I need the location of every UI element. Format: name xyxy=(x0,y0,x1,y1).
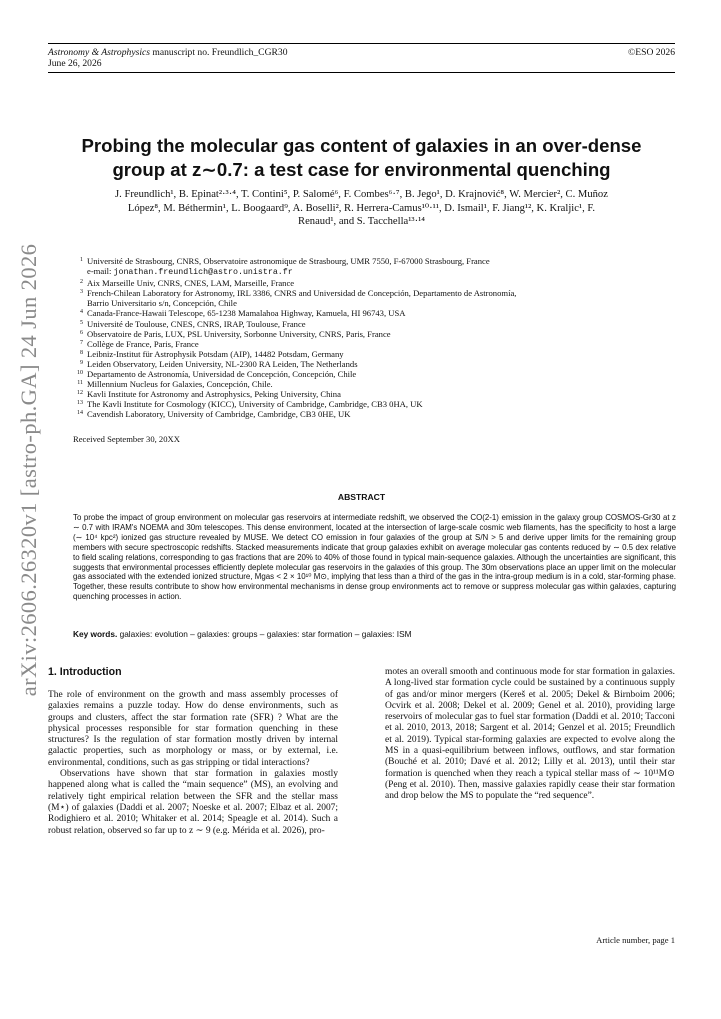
affiliation-item xyxy=(73,298,673,308)
journal-name: Astronomy & Astrophysics xyxy=(48,47,150,58)
paper-title xyxy=(48,134,675,182)
affiliation-item xyxy=(73,389,673,399)
affiliation-text: The Kavli Institute for Cosmology (KICC), University of Cambridge, Cambridge, CB3 0HA, UK xyxy=(87,399,423,410)
page-footer: Article number, page 1 xyxy=(596,935,675,945)
affiliation-number: 12 xyxy=(77,390,83,397)
copyright: ©ESO 2026 xyxy=(628,47,675,58)
title-line-2: group at z∼0.7: a test case for environmental quenching xyxy=(112,159,611,180)
affiliation-item xyxy=(73,369,673,379)
affiliation-item xyxy=(73,319,673,329)
affiliation-item xyxy=(73,399,673,409)
authors-line-3: Renaud¹, and S. Tacchella¹³·¹⁴ xyxy=(298,216,425,228)
received-date: Received September 30, 20XX xyxy=(73,434,180,444)
affiliation-text: French-Chilean Laboratory for Astronomy, IRL 3386, CNRS and Universidad de Concepción, Departamento de Astronomía, xyxy=(87,288,517,299)
affiliation-number: 2 xyxy=(80,279,83,286)
affiliation-item xyxy=(73,359,673,369)
affiliation-item xyxy=(73,278,673,288)
affiliation-item xyxy=(73,288,673,298)
authors-line-1: J. Freundlich¹, B. Epinat²·³·⁴, T. Contini⁵, P. Salomé⁶, F. Combes⁶·⁷, B. Jego¹, D. Krajnović⁸, W. Mercier², C. Muñoz xyxy=(115,189,608,200)
affiliation-text: Université de Toulouse, CNES, CNRS, IRAP, Toulouse, France xyxy=(87,318,306,329)
affiliation-item xyxy=(73,339,673,349)
affiliation-number: 10 xyxy=(77,370,83,377)
affiliation-number: 14 xyxy=(77,410,83,417)
abstract-heading: ABSTRACT xyxy=(337,492,386,502)
affiliation-text: Leiden Observatory, Leiden University, NL-2300 RA Leiden, The Netherlands xyxy=(87,358,358,369)
affiliation-item xyxy=(73,409,673,419)
affiliation-item xyxy=(73,329,673,339)
arxiv-side-stamp xyxy=(6,240,52,700)
affiliation-number: 1 xyxy=(80,257,83,263)
affiliation-text: Collège de France, Paris, France xyxy=(87,338,199,349)
intro-paragraph-1: The role of environment on the growth and mass assembly processes of galaxies remains a puzzle today. How do dense environments, such as groups and clusters, affect the star formation rate (SFR) ? What are the physical processes responsible for star formation quenching in these structures? Is the regulation of star formation mostly driven by internal galactic properties, such as morphology or mass, or by external, i.e. environmental, conditions, such as gas stripping or tidal interactions? xyxy=(48,690,338,768)
affiliation-number: 7 xyxy=(80,339,83,346)
affiliation-text: e-mail: xyxy=(87,266,114,277)
affiliation-item xyxy=(73,256,673,266)
affiliation-text: Aix Marseille Univ, CNRS, CNES, LAM, Marseille, France xyxy=(87,278,295,289)
affiliation-text: Kavli Institute for Astronomy and Astrophysics, Peking University, China xyxy=(87,389,341,400)
header-date: June 26, 2026 xyxy=(48,58,102,69)
author-email[interactable]: jonathan.freundlich@astro.unistra.fr xyxy=(113,268,293,278)
affiliation-text: Barrio Universitario s/n, Concepción, Chile xyxy=(87,298,237,309)
affiliation-number: 3 xyxy=(80,289,83,296)
affiliation-number: 6 xyxy=(80,329,83,336)
affiliation-text: Observatoire de Paris, LUX, PSL University, Sorbonne University, CNRS, Paris, France xyxy=(87,328,391,339)
intro-left-column xyxy=(48,690,338,837)
affiliation-item xyxy=(73,308,673,318)
affiliation-text: Departamento de Astronomía, Universidad de Concepción, Concepción, Chile xyxy=(87,369,357,380)
header-left xyxy=(48,47,288,69)
author-list xyxy=(48,188,675,229)
affiliation-item xyxy=(73,379,673,389)
keywords xyxy=(73,629,676,639)
affiliation-text: Millennium Nucleus for Galaxies, Concepción, Chile. xyxy=(87,379,273,390)
affiliation-number: 5 xyxy=(80,319,83,326)
section-title: 1. Introduction xyxy=(48,666,122,678)
affiliation-text: Canada-France-Hawaii Telescope, 65-1238 Mamalahoa Highway, Kamuela, HI 96743, USA xyxy=(87,308,406,319)
affiliation-text: Université de Strasbourg, CNRS, Observatoire astronomique de Strasbourg, UMR 7550, F-67000 Strasbourg, France xyxy=(87,256,490,266)
title-line-1: Probing the molecular gas content of galaxies in an over-dense xyxy=(81,135,642,156)
affiliation-number: 13 xyxy=(77,400,83,407)
affiliation-text: Cavendish Laboratory, University of Cambridge, Cambridge, CB3 0HE, UK xyxy=(87,409,351,420)
affiliation-item xyxy=(73,266,673,278)
affiliation-text: Leibniz-Institut für Astrophysik Potsdam (AIP), 14482 Potsdam, Germany xyxy=(87,348,344,359)
arxiv-id: arXiv:2606.26320v1 [astro-ph.GA] 24 Jun 2026 xyxy=(16,243,41,697)
authors-line-2: López⁸, M. Béthermin¹, L. Boogaard⁹, A. Boselli², R. Herrera-Camus¹⁰·¹¹, D. Ismail¹, F. Jiang¹², K. Kraljic¹, F. xyxy=(127,202,596,214)
affiliation-number: 4 xyxy=(80,309,83,316)
running-header xyxy=(48,43,675,73)
manuscript-number: manuscript no. Freundlich_CGR30 xyxy=(152,47,288,58)
affiliation-list xyxy=(73,256,673,420)
affiliation-item xyxy=(73,349,673,359)
abstract-text: To probe the impact of group environment on molecular gas reservoirs at intermediate redshift, we observed the CO(2-1) emission in the galaxy group COSMOS-Gr30 at z ∼ 0.7 with IRAM's NOEMA and 30m telescopes. This dense environment, located at the intersection of large-scale cosmic web filaments, has the specificity to host a large (∼ 10⁴ kpc²) ionized gas structure revealed by MUSE. We detect CO emission in four galaxies of the group at S/N > 5 and derive upper limits for the remaining group members with secure spectroscopic redshifts. Stacked measurements indicate that group galaxies exhibit on average molecular gas contents reduced by ∼ 0.5 dex relative to field scaling relations, corresponding to gas fractions that are 20% to 40% of those found in typical main-sequence galaxies. Although the uncertainties are significant, this suggests that environmental processes efficiently deplete molecular gas reservoirs in the galaxies of this group. The 30m observations place an upper limit on the molecular gas associated with the extended ionized structure, Mgas < 2 × 10¹⁰ M⊙, implying that less than a third of the gas in the intra-group medium is in a cold, star-forming phase. Together, these results contribute to show how environmental mechanisms in dense group environments act to remove or suppress molecular gas within galaxies, capturing quenching processes in action. xyxy=(73,513,676,602)
intro-right-column xyxy=(385,667,675,803)
affiliation-number: 11 xyxy=(77,380,83,387)
keywords-list: galaxies: evolution – galaxies: groups – galaxies: star formation – galaxies: ISM xyxy=(119,629,412,639)
intro-paragraph-3: motes an overall smooth and continuous mode for star formation in galaxies. A long-lived star formation cycle could be sustained by a continuous supply of gas and/or minor mergers (Kereš et al. 2005; Dekel & Birnboim 2006; Ocvirk et al. 2008; Dekel et al. 2009; Genel et al. 2010), providing large reservoirs of molecular gas to fuel star formation (Daddi et al. 2010; Tacconi et al. 2010, 2013, 2018; Sargent et al. 2014; Genzel et al. 2015; Freundlich et al. 2019). Typical star-forming galaxies are expected to evolve along the MS in a quasi-equilibrium between inflows, outflows, and star formation (Bouché et al. 2010; Davé et al. 2012; Lilly et al. 2013), until their star formation is quenched when they reach a typical stellar mass of ∼ 10¹¹M⊙ (Peng et al. 2010). Then, massive galaxies rapidly cease their star formation and drop below the MS to populate the “red sequence”. xyxy=(385,667,675,802)
intro-paragraph-2: Observations have shown that star formation in galaxies mostly happened along what is called the “main sequence” (MS), an evolving and relatively tight empirical relation between the SFR and the stellar mass (M⋆) of galaxies (Daddi et al. 2007; Noeske et al. 2007; Elbaz et al. 2007; Rodighiero et al. 2010; Whitaker et al. 2014; Speagle et al. 2014). Such a robust relation, observed so far up to z ∼ 9 (e.g. Mérida et al. 2026), pro- xyxy=(48,769,338,836)
keywords-label: Key words. xyxy=(73,629,118,639)
affiliation-number: 8 xyxy=(80,349,83,356)
affiliation-number: 9 xyxy=(80,359,83,366)
